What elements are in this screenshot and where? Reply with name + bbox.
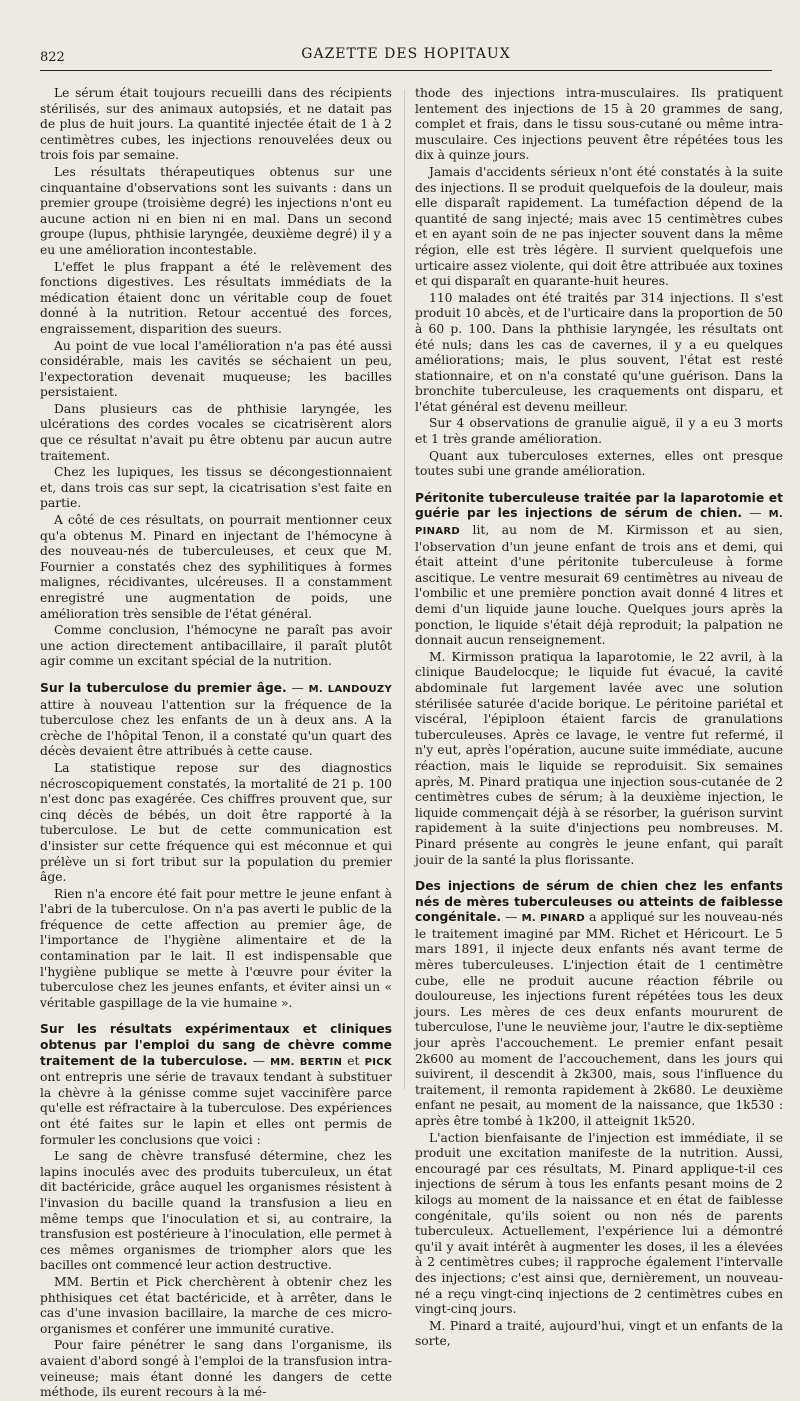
paragraph: Les résultats thérapeutiques obtenus sur une cinquantaine d'observations sont les suivants : dans un premier groupe (troisième degré) les injections n'ont eu aucune action ni en bien ni en mal. Dans un second groupe (lupus, phthisie laryngée, deuxième degré) il y a eu une amélioration incontestable. bbox=[40, 164, 392, 257]
author-name: M. PINARD bbox=[415, 509, 783, 538]
author-name: M. PINARD bbox=[521, 913, 585, 925]
section-text: ont entrepris une série de travaux tendant à substituer la chèvre à la génisse comme sujet vaccinifère parce qu'elle est réfractaire à la tuberculose. Des expériences ont été faites sur le lapin et elles ont permis de formuler les conclusions que voici : bbox=[40, 1070, 392, 1147]
paragraph: L'effet le plus frappant a été le relèvement des fonctions digestives. Les résultats immédiats de la médication étaient donc un véritable coup de fouet donné à la nutrition. Retour accentué des forces, engraissement, disparition des sueurs. bbox=[40, 259, 392, 336]
section-injections-serum bbox=[415, 879, 783, 1130]
section-heading: Sur la tuberculose du premier âge. bbox=[40, 680, 287, 695]
paragraph: M. Pinard a traité, aujourd'hui, vingt et un enfants de la sorte, bbox=[415, 1318, 783, 1349]
journal-title: GAZETTE DES HOPITAUX bbox=[301, 46, 511, 62]
page-header bbox=[40, 44, 772, 71]
paragraph: Rien n'a encore été fait pour mettre le jeune enfant à l'abri de la tuberculose. On n'a pas averti le public de la fréquence de cette affection au premier âge, de l'importance de l'hygiène alimentaire et de la contamination par le lait. Il est indispensable que l'hygiène publique se mette à l'œuvre pour éviter la tuberculose chez les jeunes enfants, et éviter ainsi un « véritable gaspillage de la vie humaine ». bbox=[40, 886, 392, 1010]
column-divider bbox=[404, 90, 405, 1090]
section-bertin-pick bbox=[40, 1022, 392, 1148]
paragraph: La statistique repose sur des diagnostics nécroscopiquement constatés, la mortalité de 21 p. 100 n'est donc pas exagérée. Ces chiffres prouvent que, sur cinq décès de bébés, un doit être rapporté à la tuberculose. Le but de cette communication est d'insister sur cette fréquence qui est méconnue et qui prélève un si fort tribut sur la population du premier âge. bbox=[40, 760, 392, 885]
connector: et bbox=[342, 1053, 365, 1068]
paragraph: Chez les lupiques, les tissus se décongestionnaient et, dans trois cas sur sept, la cicatrisation s'est faite en partie. bbox=[40, 465, 392, 511]
paragraph: thode des injections intra-musculaires. Ils pratiquent lentement des injections de 15 à 20 grammes de sang, complet et frais, dans le tissu sous-cutané ou même intra-musculaire. Ces injections peuvent être répétées tous les dix à quinze jours. bbox=[415, 86, 783, 163]
paragraph: 110 malades ont été traités par 314 injections. Il s'est produit 10 abcès, et de l'urticaire dans la proportion de 50 à 60 p. 100. Dans la phthisie laryngée, les résultats ont été nuls; dans les cas de cavernes, il y a eu quelques améliorations; mais, le plus souvent, l'état est resté stationnaire, et on n'a constaté qu'une guérison. Dans la bronchite tuberculeuse, les craquements ont disparu, et l'état général est devenu meilleur. bbox=[415, 290, 783, 414]
separator: — bbox=[247, 1053, 271, 1068]
paragraph: A côté de ces résultats, on pourrait mentionner ceux qu'a obtenus M. Pinard en injectant de l'hémocyne à des nouveau-nés de tuberculeuses, et ceux que M. Fournier a constatés chez des syphilitiques à formes malignes, récidivantes, ulcéreuses. Il a constamment enregistré une augmentation de poids, une amélioration très sensible de l'état général. bbox=[40, 513, 392, 621]
paragraph: Comme conclusion, l'hémocyne ne paraît pas avoir une action directement antibacillaire, il paraît plutôt agir comme un excitant spécial de la nutrition. bbox=[40, 623, 392, 669]
author-name: MM. BERTIN bbox=[270, 1056, 343, 1068]
separator: — bbox=[501, 910, 522, 925]
paragraph: Pour faire pénétrer le sang dans l'organisme, ils avaient d'abord songé à l'emploi de la transfusion intra-veineuse; mais étant donné les dangers de cette méthode, ils eurent recours à la mé- bbox=[40, 1338, 392, 1400]
section-text: a appliqué sur les nouveau-nés le traitement imaginé par MM. Richet et Héricourt. Le 5 mars 1891, il injecte deux enfants nés avant terme de mères tuberculeuses. L'injection était de 1 centimètre cube, elle ne produit aucune réaction fébrile ou douloureuse, les injections furent répétées tous les deux jours. Les mères de ces deux enfants moururent de tuberculose, l'une le neuvième jour, l'autre le dix-septième jour après l'accouchement. Le premier enfant pesait 2k600 au moment de l'accouchement, dans les jours qui suivirent, il descendit à 2k300, mais, sous l'influence du traitement, il remonta rapidement à 2k680. Le deuxième enfant ne pesait, au moment de la naissance, que 1k530 : après être tombé à 1k200, il atteignit 1k520. bbox=[415, 910, 783, 1128]
paragraph: M. Kirmisson pratiqua la laparotomie, le 22 avril, à la clinique Baudelocque; le liquide fut évacué, la cavité abdominale fut largement lavée avec une solution stérilisée saturée d'acide borique. Le péritoine pariétal et viscéral, l'épiploon étaient farcis de granulations tuberculeuses. Après ce lavage, le ventre fut refermé, il n'y eut, après l'opération, aucune suite immédiate, aucune réaction, mais le liquide se reproduisit. Six semaines après, M. Pinard pratiqua une injection sous-cutanée de 2 centimètres cubes de sérum; à la deuxième injection, le liquide commençait déjà à se résorber, la guérison survint rapidement à la suite d'injections peu nombreuses. M. Pinard présente au congrès le jeune enfant, qui paraît jouir de la santé la plus florissante. bbox=[415, 649, 783, 867]
paragraph: Jamais d'accidents sérieux n'ont été constatés à la suite des injections. Il se produit quelquefois de la douleur, mais elle disparaît rapidement. La tuméfaction dépend de la quantité de sang injecté; mais avec 15 centimètres cubes et en ayant soin de ne pas injecter souvent dans la même région, elle est très légère. Il survient quelquefois une urticaire assez violente, qui doit être attribuée aux toxines et qui disparaît en quarante-huit heures. bbox=[415, 164, 783, 289]
paragraph: Au point de vue local l'amélioration n'a pas été aussi considérable, mais les cavités se séchaient un peu, l'expectoration devenait muqueuse; les bacilles persistaient. bbox=[40, 338, 392, 400]
section-heading: Sur les résultats expérimentaux et cliniques obtenus par l'emploi du sang de chèvre comme traitement de la tuberculose. bbox=[40, 1022, 392, 1068]
left-column bbox=[40, 86, 392, 1400]
section-peritonite bbox=[415, 491, 783, 649]
section-text: lit, au nom de M. Kirmisson et au sien, l'observation d'un jeune enfant de trois ans et demi, qui était atteint d'une péritonite tuberculeuse à forme ascitique. Le ventre mesurait 69 centimètres au niveau de l'ombilic et une première ponction avait donné 4 litres et demi d'un liquide jaune louche. Quelques jours après la ponction, le liquide s'était déjà reproduit; la palpation ne donnait aucun renseignement. bbox=[415, 523, 783, 648]
separator: — bbox=[286, 680, 309, 695]
section-text: attire à nouveau l'attention sur la fréquence de la tuberculose chez les enfants de un à deux ans. A la crèche de l'hôpital Tenon, il a constaté qu'un quart des décès devaient être attribués à cette cause. bbox=[40, 697, 392, 759]
paragraph: Quant aux tuberculoses externes, elles ont presque toutes subi une grande amélioration. bbox=[415, 448, 783, 479]
right-column bbox=[415, 86, 783, 1349]
paragraph: Le sérum était toujours recueilli dans des récipients stérilisés, sur des animaux autopsiés, et ne datait pas de plus de huit jours. La quantité injectée était de 1 à 2 centimètres cubes, les injections renouvelées deux ou trois fois par semaine. bbox=[40, 86, 392, 163]
paragraph: Dans plusieurs cas de phthisie laryngée, les ulcérations des cordes vocales se cicatrisèrent alors que ce résultat n'avait pu être obtenu par aucun autre traitement. bbox=[40, 401, 392, 463]
paragraph: Le sang de chèvre transfusé détermine, chez les lapins inoculés avec des produits tuberculeux, un état dit bactéricide, grâce auquel les organismes résistent à l'invasion du bacille quand la transfusion a lieu en même temps que l'inoculation et si, au contraire, la transfusion est postérieure à l'inoculation, elle permet à ces mêmes organismes de triompher alors que les bacilles ont commencé leur action destructive. bbox=[40, 1149, 392, 1273]
separator: — bbox=[742, 506, 769, 521]
section-heading: Péritonite tuberculeuse traitée par la laparotomie et guérie par les injections de sérum de chien. bbox=[415, 490, 783, 521]
page-number: 822 bbox=[40, 50, 65, 65]
author-name: M. LANDOUZY bbox=[308, 683, 392, 695]
paragraph: Sur 4 observations de granulie aiguë, il y a eu 3 morts et 1 très grande amélioration. bbox=[415, 416, 783, 447]
author-name: PICK bbox=[364, 1056, 392, 1068]
paragraph: L'action bienfaisante de l'injection est immédiate, il se produit une excitation manifeste de la nutrition. Aussi, encouragé par ces résultats, M. Pinard applique-t-il ces injections de sérum à tous les enfants pesant moins de 2 kilogs au moment de la naissance et en état de faiblesse congénitale, qu'ils soient ou non nés de parents tuberculeux. Actuellement, l'expérience lui a démontré qu'il y avait intérêt à augmenter les doses, il les a élevées à 2 centimètres cubes; il rapproche également l'intervalle des injections; c'est ainsi que, dernièrement, un nouveau-né a reçu vingt-cinq injections de 2 centimètres cubes en vingt-cinq jours. bbox=[415, 1130, 783, 1317]
section-landouzy bbox=[40, 681, 392, 760]
paragraph: MM. Bertin et Pick cherchèrent à obtenir chez les phthisiques cet état bactéricide, et à arrêter, dans le cas d'une invasion bacillaire, la marche de ces micro-organismes et conférer une immunité curative. bbox=[40, 1274, 392, 1336]
section-heading: Des injections de sérum de chien chez les enfants nés de mères tuberculeuses ou atteints de faiblesse congénitale. bbox=[415, 879, 783, 925]
